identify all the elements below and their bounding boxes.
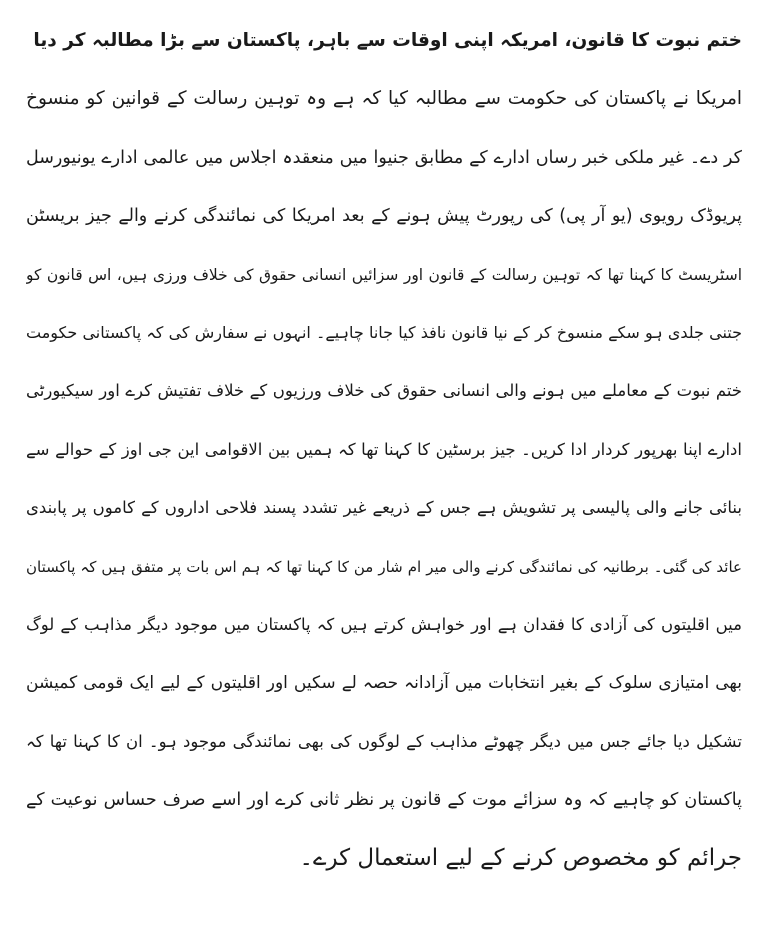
article-line-4: اسٹریسٹ کا کہنا تھا کہ توہین رسالت کے قانون اور سزائیں انسانی حقوق کی خلاف ورزی ہیں، اس قانون کو (26, 265, 742, 284)
article-line-13: پاکستان کو چاہیے کہ وہ سزائے موت کے قانون پر نظر ثانی کرے اور اسے صرف حساس نوعیت کے (26, 790, 742, 811)
article-line-5: جتنی جلدی ہو سکے منسوخ کر کے نیا قانون نافذ کیا جانا چاہیے۔ انہوں نے سفارش کی کہ پاکستانی حکومت (26, 322, 742, 342)
article-line-9: عائد کی گئی۔ برطانیہ کی نمائندگی کرنے والی میر ام شار من کا کہنا تھا کہ ہم اس بات پر متفق ہیں کہ پاکستان (26, 557, 742, 576)
article-line-14: جرائم کو مخصوص کرنے کے لیے استعمال کرے۔ (299, 845, 742, 872)
article-line-8: بنائی جانے والی پالیسی پر تشویش ہے جس کے ذریعے غیر تشدد پسند فلاحی اداروں کے کاموں پر پابندی (26, 498, 742, 518)
article-line-11: بھی امتیازی سلوک کے بغیر انتخابات میں آزادانہ حصہ لے سکیں اور اقلیتوں کے لیے ایک قومی کمیشن (26, 673, 742, 694)
article-line-2: کر دے۔ غیر ملکی خبر رساں ادارے کے مطابق جنیوا میں منعقدہ اجلاس میں عالمی ادارے یونیورسل (26, 147, 742, 168)
article-line-10: میں اقلیتوں کی آزادی کا فقدان ہے اور خواہش کرتے ہیں کہ پاکستان میں موجود دیگر مذاہب کے لوگ (26, 614, 742, 634)
article-line-3: پریوڈک رویوی (یو آر پی) کی رپورٹ پیش ہونے کے بعد امریکا کی نمائندگی کرنے والے جیز بریسٹن (26, 206, 742, 227)
article-line-1: امریکا نے پاکستان کی حکومت سے مطالبہ کیا کہ ہے وہ توہین رسالت کے قوانین کو منسوخ (26, 88, 742, 110)
article-line-12: تشکیل دیا جائے جس میں دیگر چھوٹے مذاہب کے لوگوں کی بھی نمائندگی موجود ہو۔ ان کا کہنا تھا کہ (26, 731, 742, 751)
article-line-7: ادارے اپنا بھرپور کردار ادا کریں۔ جیز برسٹین کا کہنا تھا کہ ہمیں بین الاقوامی این جی اوز کے حوالے سے (26, 439, 742, 459)
article-line-6: ختم نبوت کے معاملے میں ہونے والی انسانی حقوق کی خلاف ورزیوں کے خلاف تفتیش کرے اور سیکیورٹی (26, 381, 742, 401)
article-title: ختم نبوت کا قانون، امریکہ اپنی اوقات سے باہر، پاکستان سے بڑا مطالبہ کر دیا (33, 30, 742, 51)
